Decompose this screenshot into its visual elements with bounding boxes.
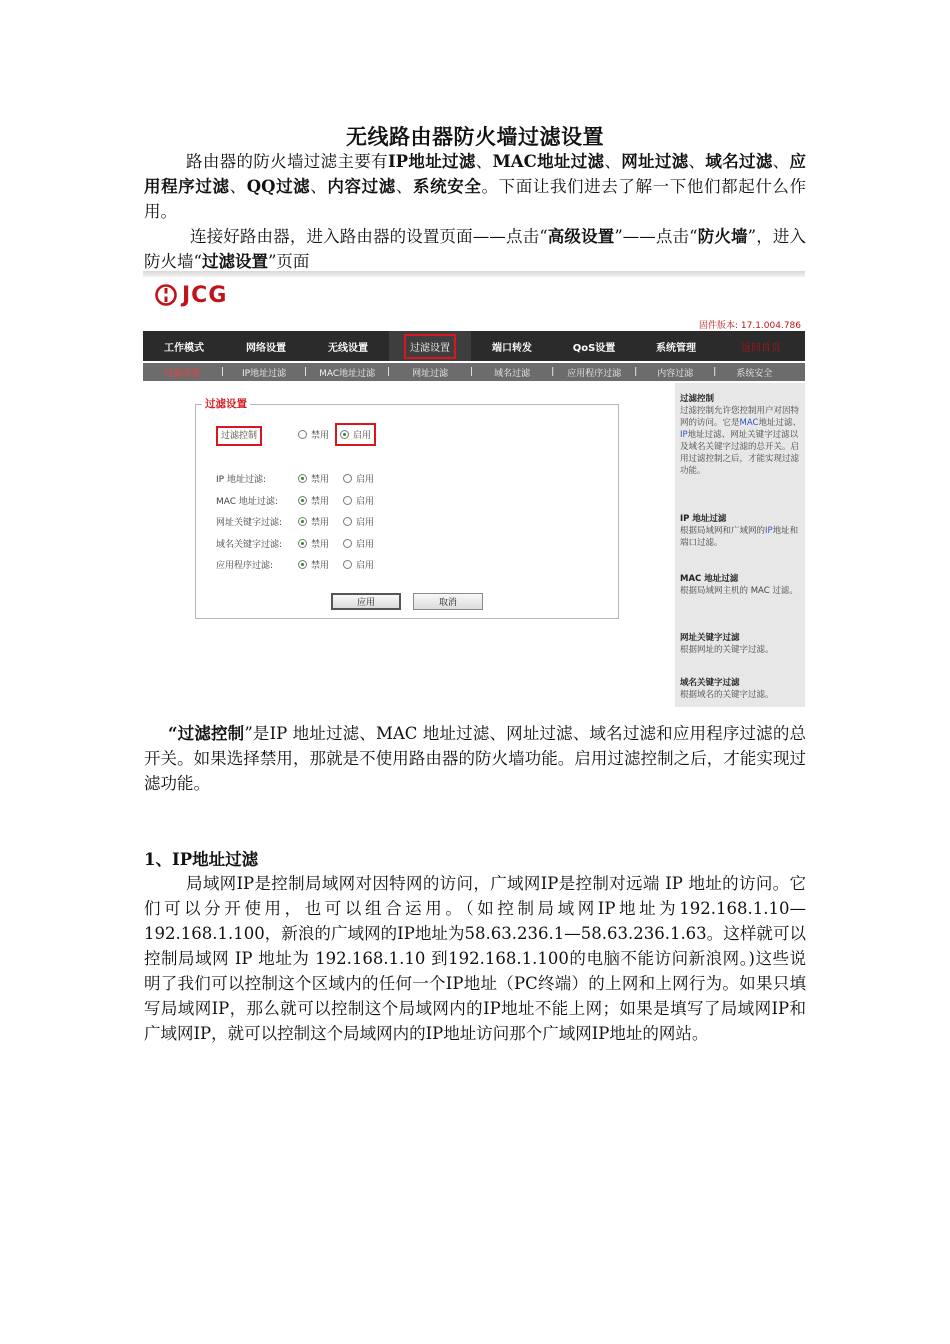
radio-off-selected[interactable] [298, 517, 307, 526]
help-sidebar [675, 383, 805, 707]
ip-filter-label: IP 地址过滤: [216, 474, 266, 485]
domain-keyword-filter-off[interactable] [298, 537, 329, 550]
option-label: 启用 [353, 430, 372, 441]
mac-filter-off[interactable] [298, 494, 329, 507]
ip-filter-off[interactable] [298, 472, 329, 485]
jcg-logo [155, 281, 227, 309]
subnav-domain-filter[interactable]: 域名过滤 [494, 368, 531, 379]
intro-sep: 、 [395, 177, 414, 196]
steps-filter-settings: 过滤设置 [201, 252, 268, 271]
help-text-part: 过滤控制允许您控制用户对因特网的访问。它是 [680, 406, 800, 428]
intro-sep: 、 [475, 152, 493, 171]
nav-label: 端口转发 [492, 342, 532, 354]
nav-work-mode[interactable] [143, 331, 225, 361]
option-label: 启用 [356, 474, 375, 485]
intro-app-filter: 应用程序过滤 [144, 152, 806, 196]
radio-off[interactable] [298, 430, 307, 439]
ip-filter-on[interactable] [343, 472, 374, 485]
intro-sep: 、 [229, 177, 247, 196]
nav-label: 系统管理 [656, 342, 696, 354]
section-ip-filter-body: 局域网IP是控制局域网对因特网的访问，广域网IP是控制对远端 IP 地址的访问。它们可以分开使用，也可以组合运用。（如控制局域网IP地址为192.168.1.10—192.168.1.100，新浪的广域网的IP地址为58.63.236.1—58.63.236.1.63。这样就可以控制局域网 IP 地址为 192.168.1.10 到192.168.1.100的电脑不能访问新浪网。)这些说明了我们可以控制这个区域内的任何一个IP地址（PC终端）的上网和上网行为。如果只填写局域网IP，那么就可以控制这个局域网内的IP地址不能上网；如果是填写了局域网IP和广域网IP，就可以控制这个局域网内的IP地址访问那个广域网IP地址的网站。 [144, 874, 806, 1043]
radio-on-selected[interactable] [340, 430, 349, 439]
main-nav [143, 331, 805, 361]
app-filter-on[interactable] [343, 558, 374, 571]
help-text-part: 地址过滤、 [758, 418, 801, 428]
radio-on[interactable] [343, 539, 352, 548]
steps-text: ”——点击“ [614, 227, 698, 246]
app-filter-label: 应用程序过滤: [216, 560, 274, 571]
subnav-filter-settings[interactable]: 过滤设置 [163, 368, 200, 379]
intro-url-filter: 网址过滤 [621, 152, 689, 171]
help-ip-filter [680, 513, 802, 549]
nav-label: 无线设置 [328, 342, 368, 354]
ip-filter-row [216, 470, 388, 486]
intro-ip-filter: IP地址过滤 [387, 152, 476, 171]
option-label: 禁用 [311, 560, 330, 571]
intro-sep: 、 [310, 177, 328, 196]
nav-network-settings[interactable] [225, 331, 307, 361]
filter-settings-panel [143, 383, 663, 707]
radio-off-selected[interactable] [298, 474, 307, 483]
radio-on[interactable] [343, 496, 352, 505]
subnav-separator: | [470, 367, 474, 377]
help-text [680, 525, 802, 549]
intro-domain-filter: 域名过滤 [705, 152, 773, 171]
radio-on[interactable] [343, 560, 352, 569]
option-label: 禁用 [311, 539, 330, 550]
steps-paragraph [144, 224, 806, 274]
steps-text: ”，进入防火墙“ [144, 227, 807, 271]
cancel-button[interactable]: 取消 [413, 593, 483, 610]
subnav-separator: | [713, 367, 717, 377]
option-label: 禁用 [311, 430, 330, 441]
url-keyword-filter-off[interactable] [298, 515, 329, 528]
domain-keyword-filter-on[interactable] [343, 537, 374, 550]
intro-sep: 、 [604, 152, 622, 171]
nav-wireless-settings[interactable] [307, 331, 389, 361]
domain-keyword-filter-row [216, 535, 388, 551]
mac-filter-label: MAC 地址过滤: [216, 496, 278, 507]
option-label: 启用 [356, 496, 375, 507]
filter-control-label-wrap [216, 428, 298, 441]
router-screenshot [143, 271, 805, 707]
option-label: 禁用 [311, 517, 330, 528]
intro-mac-filter: MAC地址过滤 [492, 152, 605, 171]
subnav-separator: | [387, 367, 391, 377]
option-label: 禁用 [311, 496, 330, 507]
app-filter-off[interactable] [298, 558, 329, 571]
steps-firewall: 防火墙 [697, 227, 748, 246]
intro-system-security: 系统安全 [413, 177, 482, 196]
help-text: 根据域名的关键字过滤。 [680, 690, 774, 700]
option-label: 启用 [356, 539, 375, 550]
radio-off-selected[interactable] [298, 560, 307, 569]
help-text-part: 地址和端口过滤。 [680, 526, 799, 548]
intro-sep: 、 [688, 152, 706, 171]
url-keyword-filter-on[interactable] [343, 515, 374, 528]
subnav-app-filter[interactable]: 应用程序过滤 [567, 368, 622, 379]
control-text: ”是IP 地址过滤、MAC 地址过滤、网址过滤、域名过滤和应用程序过滤的总开关。如果选择禁用，那就是不使用路由器的防火墙功能。启用过滤控制之后，才能实现过滤功能。 [144, 724, 806, 793]
url-keyword-filter-label: 网址关键字过滤: [216, 517, 283, 528]
help-mac-filter [680, 573, 802, 597]
control-paragraph [144, 721, 806, 796]
nav-label: QoS设置 [572, 342, 616, 354]
option-label: 启用 [356, 560, 375, 571]
domain-keyword-filter-label: 域名关键字过滤: [216, 539, 283, 550]
help-text-part: 根据局域网和广域网的 [680, 526, 766, 536]
nav-label: 网络设置 [246, 342, 286, 354]
nav-label: 返回首页 [741, 342, 781, 354]
nav-label: 过滤设置 [404, 334, 456, 359]
help-heading: IP 地址过滤 [680, 514, 727, 524]
app-filter-row [216, 556, 388, 572]
subnav-url-filter[interactable]: 网址过滤 [412, 368, 449, 379]
help-url-keyword-filter [680, 632, 802, 656]
url-keyword-filter-row [216, 513, 388, 529]
help-text: 根据网址的关键字过滤。 [680, 645, 774, 655]
filter-control-on[interactable] [335, 423, 376, 446]
help-text-highlight: MAC [739, 418, 759, 428]
radio-on[interactable] [343, 517, 352, 526]
radio-off-selected[interactable] [298, 496, 307, 505]
mac-filter-row [216, 492, 388, 508]
option-label: 禁用 [311, 474, 330, 485]
sub-nav [143, 363, 805, 381]
intro-text-end: 。下面让我们进去了解一下他们都起什么作用。 [144, 177, 807, 221]
help-text [680, 405, 802, 477]
intro-qq-filter: QQ过滤 [246, 177, 311, 196]
help-heading: MAC 地址过滤 [680, 574, 739, 584]
subnav-mac-filter[interactable]: MAC地址过滤 [319, 368, 376, 379]
intro-content-filter: 内容过滤 [327, 177, 396, 196]
radio-off-selected[interactable] [298, 539, 307, 548]
brand-name: JCG [182, 282, 228, 308]
nav-label: 工作模式 [164, 342, 204, 354]
radio-on[interactable] [343, 474, 352, 483]
subnav-separator: | [304, 367, 308, 377]
subnav-separator: | [634, 367, 638, 377]
help-text-highlight: IP [680, 430, 688, 440]
jcg-logo-icon [155, 284, 177, 306]
help-domain-keyword-filter [680, 677, 802, 701]
subnav-system-security[interactable]: 系统安全 [736, 368, 773, 379]
option-label: 启用 [356, 517, 375, 528]
fieldset-legend: 过滤设置 [202, 396, 250, 411]
steps-advanced-settings: 高级设置 [547, 227, 615, 246]
document-title: 无线路由器防火墙过滤设置 [346, 124, 604, 149]
help-filter-control [680, 393, 802, 477]
intro-text: 路由器的防火墙过滤主要有 [186, 152, 388, 171]
filter-control-label: 过滤控制 [216, 426, 262, 446]
nav-back-home[interactable] [717, 331, 805, 361]
intro-sep: 、 [772, 152, 790, 171]
intro-paragraph [144, 149, 806, 224]
help-heading: 域名关键字过滤 [680, 678, 740, 688]
nav-filter-settings[interactable] [389, 331, 471, 361]
filter-control-off[interactable] [298, 428, 329, 441]
subnav-separator: | [551, 367, 555, 377]
help-text-part: 地址过滤、网址关键字过滤以及域名关键字过滤的总开关。启用过滤控制之后，才能实现过滤功能。 [680, 430, 800, 476]
section-heading-ip-filter: 1、IP地址过滤 [144, 850, 259, 869]
firmware-version: 固件版本: 17.1.004.786 [698, 321, 801, 331]
control-term: “过滤控制 [168, 724, 245, 743]
filter-control-row [216, 426, 390, 442]
screenshot-top-bar [143, 271, 805, 277]
mac-filter-on[interactable] [343, 494, 374, 507]
help-heading: 过滤控制 [680, 394, 715, 404]
apply-button[interactable]: 应用 [331, 593, 401, 610]
help-text-highlight: IP [765, 526, 773, 536]
nav-qos-settings[interactable] [553, 331, 635, 361]
help-heading: 网址关键字过滤 [680, 633, 740, 643]
nav-system-management[interactable] [635, 331, 717, 361]
subnav-ip-filter[interactable]: IP地址过滤 [242, 368, 287, 379]
help-text: 根据局域网主机的 MAC 过滤。 [680, 586, 798, 596]
filter-settings-fieldset [195, 398, 619, 619]
subnav-separator: | [221, 367, 225, 377]
subnav-content-filter[interactable]: 内容过滤 [657, 368, 694, 379]
steps-text: ”页面 [267, 252, 310, 271]
nav-port-forwarding[interactable] [471, 331, 553, 361]
steps-text: 连接好路由器，进入路由器的设置页面——点击“ [190, 227, 548, 246]
